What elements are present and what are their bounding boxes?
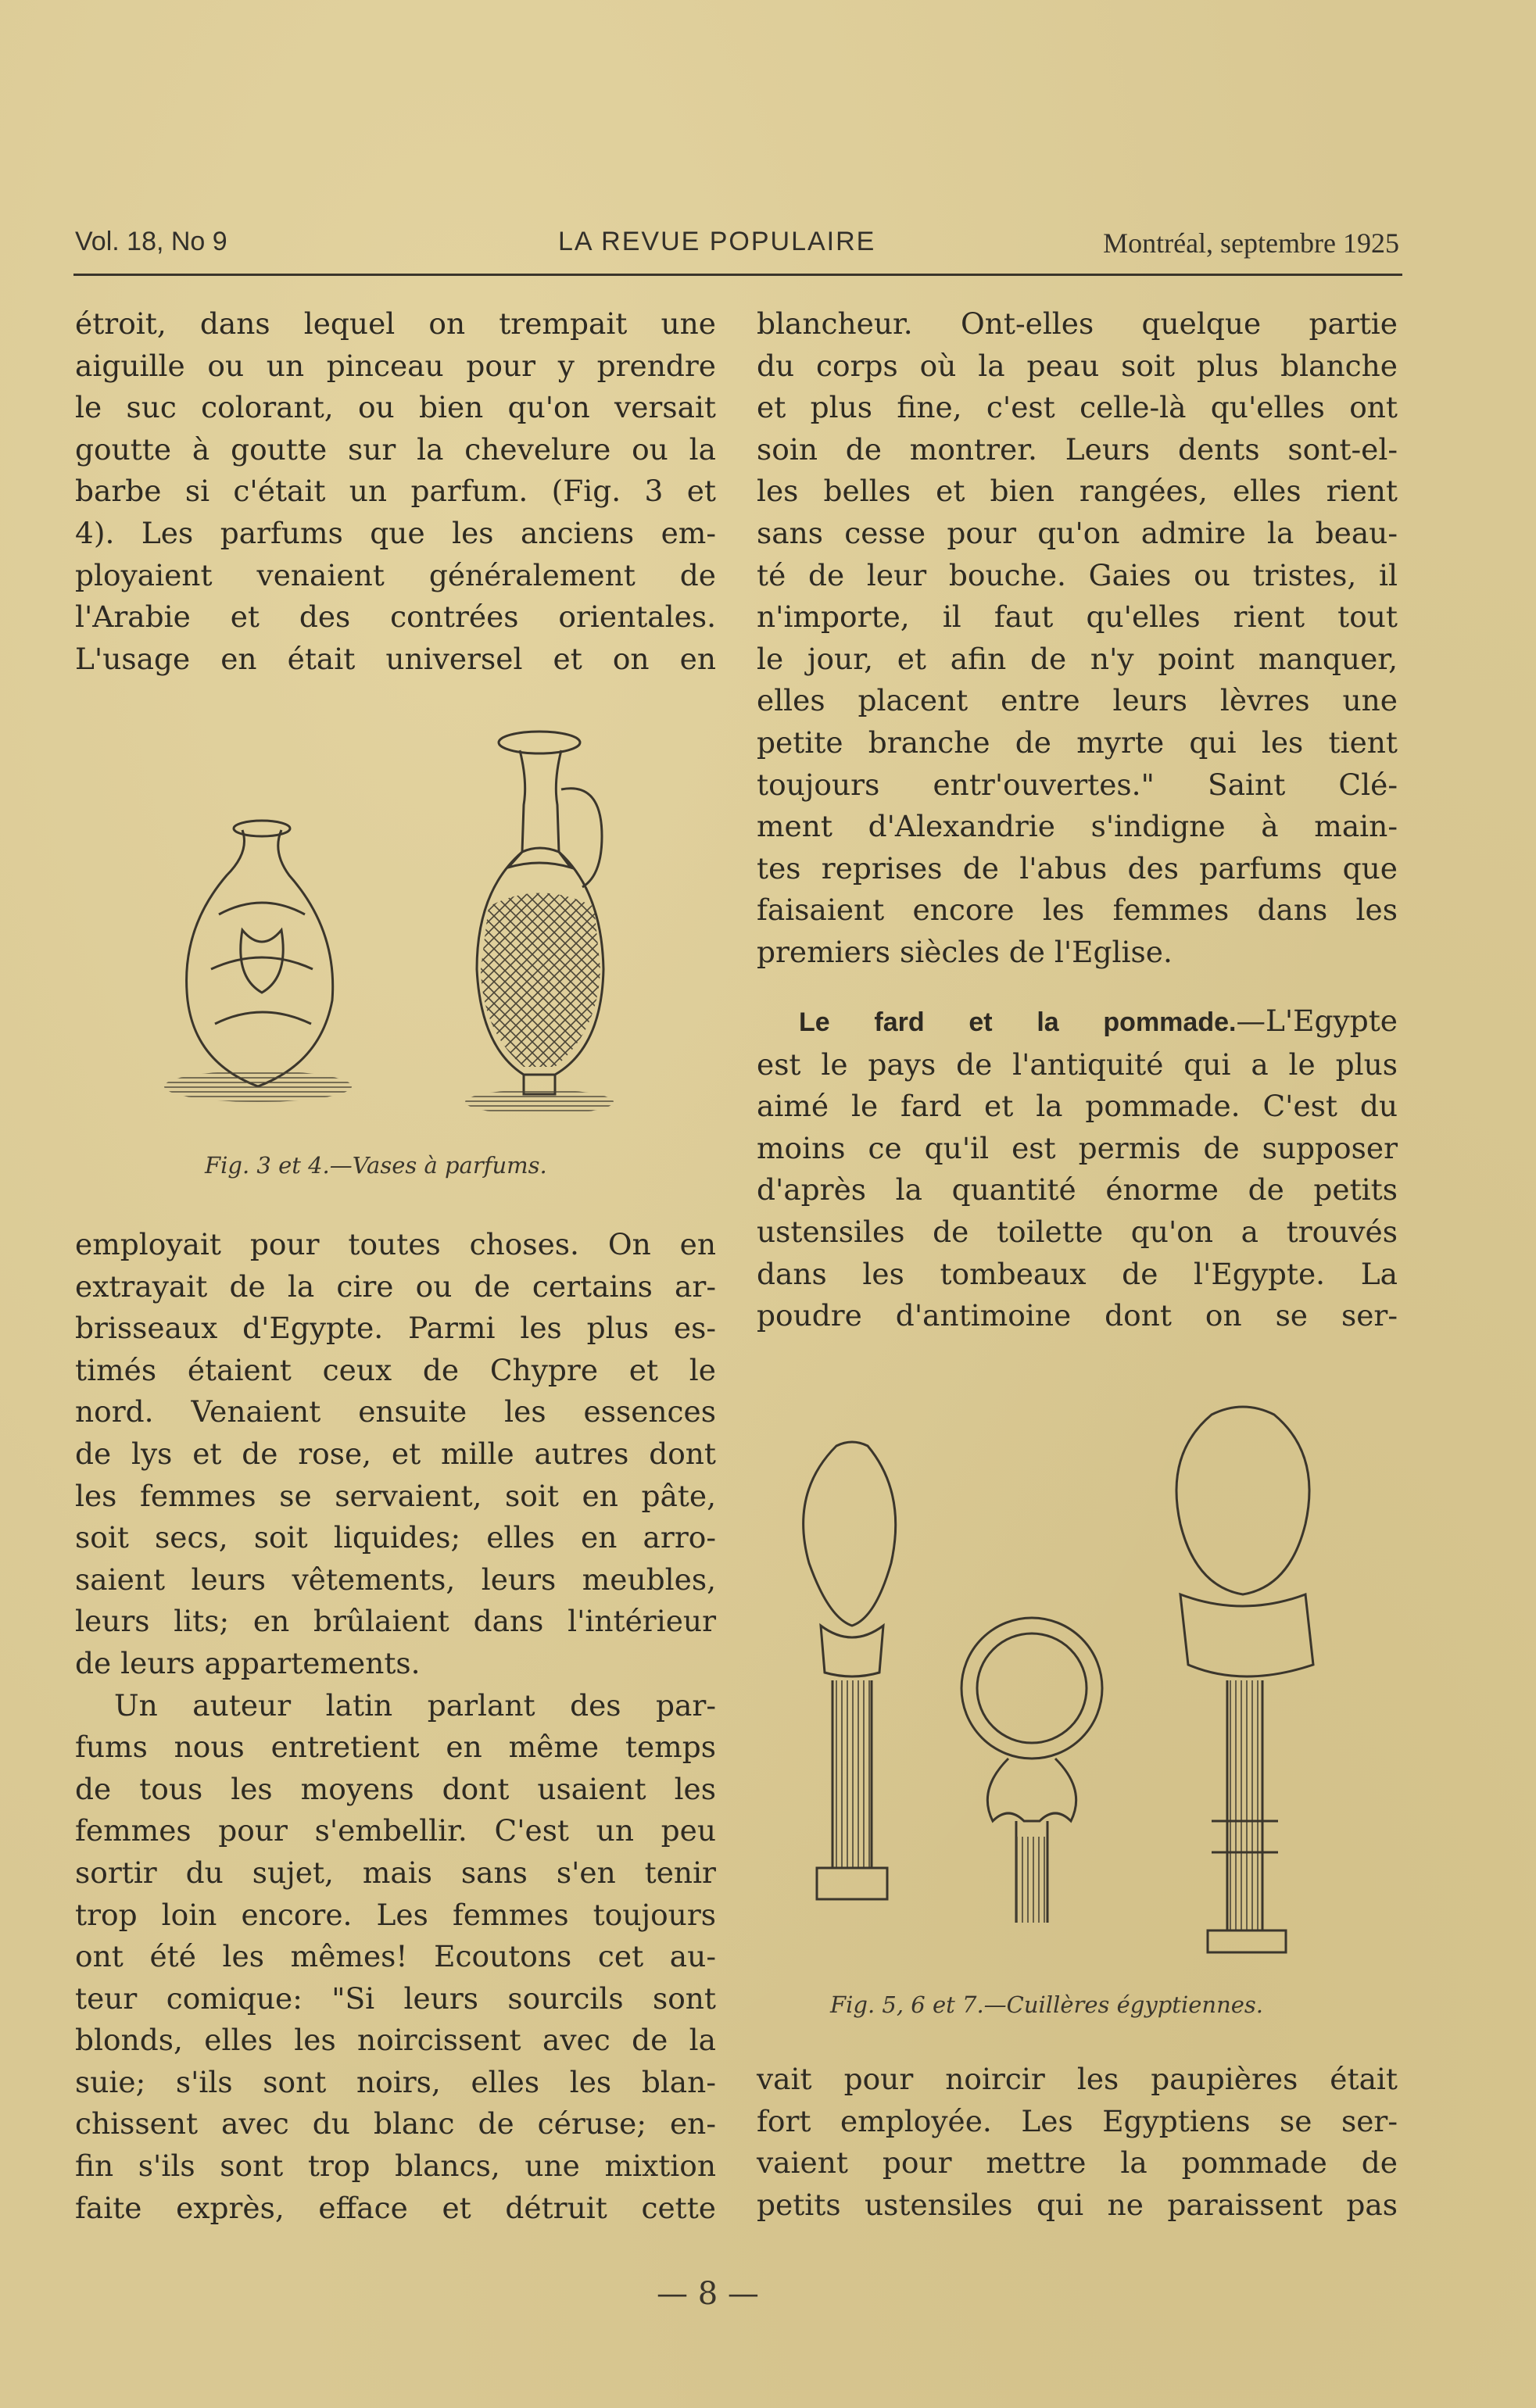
text-line: ustensiles de toilette qu'on a trouvés [757,1214,1398,1249]
text-line: nord. Venaient ensuite les essences [75,1394,716,1429]
text-line: teur comique: "Si leurs sourcils sont [75,1980,716,2016]
text-line: aiguille ou un pinceau pour y prendre [75,348,716,383]
running-header [75,227,1399,264]
text-line: vaient pour mettre la pommade de [757,2145,1398,2181]
text-line: fums nous entretient en même temps [75,1730,716,1765]
text-line: blancheur. Ont-elles quelque partie [757,306,1398,341]
fig34-caption: Fig. 3 et 4.—Vases à parfums. [205,1152,547,1179]
text-line: elles placent entre leurs lèvres une [757,683,1398,718]
text-line: fin s'ils sont trop blancs, une mixtion [75,2149,716,2184]
text-line: est le pays de l'antiquité qui a le plus [757,1047,1398,1082]
text-line: étroit, dans lequel on trempait une [75,306,716,341]
text-line [757,1000,1398,1044]
volume-number: Vol. 18, No 9 [75,227,227,256]
text-line: premiers siècles de l'Eglise. [757,934,1173,969]
right-column-bottom [757,2059,1398,2226]
text-line: soin de montrer. Leurs dents sont-el- [757,431,1398,467]
text-line: dans les tombeaux de l'Egypte. La [757,1256,1398,1291]
text-line: goutte à goutte sur la chevelure ou la [75,431,716,467]
text-line: petits ustensiles qui ne paraissent pas [757,2187,1398,2222]
text-line: té de leur bouche. Gaies ou tristes, il [757,557,1398,592]
text-line: d'après la quantité énorme de petits [757,1172,1398,1208]
text-line: suie; s'ils sont noirs, elles les blan- [75,2064,716,2099]
text-line: ont été les mêmes! Ecoutons cet au- [75,1939,716,1974]
text-line: poudre d'antimoine dont on se ser- [757,1298,1398,1333]
section-heading: Le fard et la pommade. [799,1007,1237,1037]
text-line: vait pour noircir les paupières était [757,2062,1398,2096]
perfume-vases-illustration [133,719,696,1141]
text-line: ployaient venaient généralement de [75,557,716,592]
journal-title: LA REVUE POPULAIRE [558,227,876,256]
text-line: le jour, et afin de n'y point manquer, [757,641,1398,676]
right-column-top [757,303,1398,974]
text-line: toujours entr'ouvertes." Saint Clé- [757,767,1398,802]
text-line: aimé le fard et la pommade. C'est du [757,1089,1398,1124]
text-line: faite exprès, efface et détruit cette [75,2190,716,2225]
text-line: de leurs appartements. [75,1645,421,1680]
section-heading-rest: —L'Egypte [1236,1004,1398,1038]
spoon-fig6 [961,1618,1102,1923]
text-line: employait pour toutes choses. On en [75,1227,716,1261]
spoon-fig7 [1176,1407,1313,1952]
text-line: moins ce qu'il est permis de supposer [757,1130,1398,1165]
text-line: tes reprises de l'abus des parfums que [757,850,1398,886]
text-line: sortir du sujet, mais sans s'en tenir [75,1855,716,1890]
text-line: le suc colorant, ou bien qu'on versait [75,390,716,425]
text-line: sans cesse pour qu'on admire la beau- [757,515,1398,550]
text-line: du corps où la peau soit plus blanche [757,348,1398,383]
text-line: fort employée. Les Egyptiens se ser- [757,2103,1398,2138]
text-line: petite branche de myrte qui les tient [757,725,1398,760]
text-line: timés étaient ceux de Chypre et le [75,1352,716,1387]
left-column-bottom [75,1224,716,2229]
text-line: et plus fine, c'est celle-là qu'elles ont [757,390,1398,425]
text-line: soit secs, soit liquides; elles en arro- [75,1520,716,1555]
page-number: — 8 — [657,2276,759,2312]
vase-fig3 [164,821,352,1102]
egyptian-spoons-illustration [774,1383,1384,1977]
text-line: saient leurs vêtements, leurs meubles, [75,1562,716,1597]
text-line: femmes pour s'embellir. C'est un peu [75,1813,716,1848]
text-line: de tous les moyens dont usaient les [75,1771,716,1806]
text-line: chissent avec du blanc de céruse; en- [75,2106,716,2141]
header-rule [73,274,1402,276]
text-line: les femmes se servaient, soit en pâte, [75,1478,716,1513]
right-column-section [757,1000,1398,1337]
text-line: les belles et bien rangées, elles rient [757,474,1398,509]
text-line: ment d'Alexandrie s'indigne à main- [757,809,1398,844]
text-line: extrayait de la cire ou de certains ar- [75,1268,716,1304]
text-line: blonds, elles les noircissent avec de la [75,2023,716,2058]
fig567-caption: Fig. 5, 6 et 7.—Cuillères égyptiennes. [830,1991,1264,2018]
text-line: 4). Les parfums que les anciens em- [75,515,716,550]
text-line: leurs lits; en brûlaient dans l'intérieur [75,1604,716,1639]
text-line: Un auteur latin parlant des par- [114,1687,716,1723]
text-line: faisaient encore les femmes dans les [757,893,1398,928]
vase-fig4 [465,732,614,1115]
text-line: L'usage en était universel et on en [75,641,716,676]
text-line: brisseaux d'Egypte. Parmi les plus es- [75,1311,716,1346]
text-line: l'Arabie et des contrées orientales. [75,599,716,635]
left-column-top [75,303,716,680]
text-line: n'importe, il faut qu'elles rient tout [757,599,1398,635]
text-line: barbe si c'était un parfum. (Fig. 3 et [75,474,716,509]
text-line: de lys et de rose, et mille autres dont [75,1436,716,1471]
spoon-fig5 [804,1442,896,1899]
issue-date: Montréal, septembre 1925 [1103,227,1399,259]
text-line: trop loin encore. Les femmes toujours [75,1897,716,1932]
